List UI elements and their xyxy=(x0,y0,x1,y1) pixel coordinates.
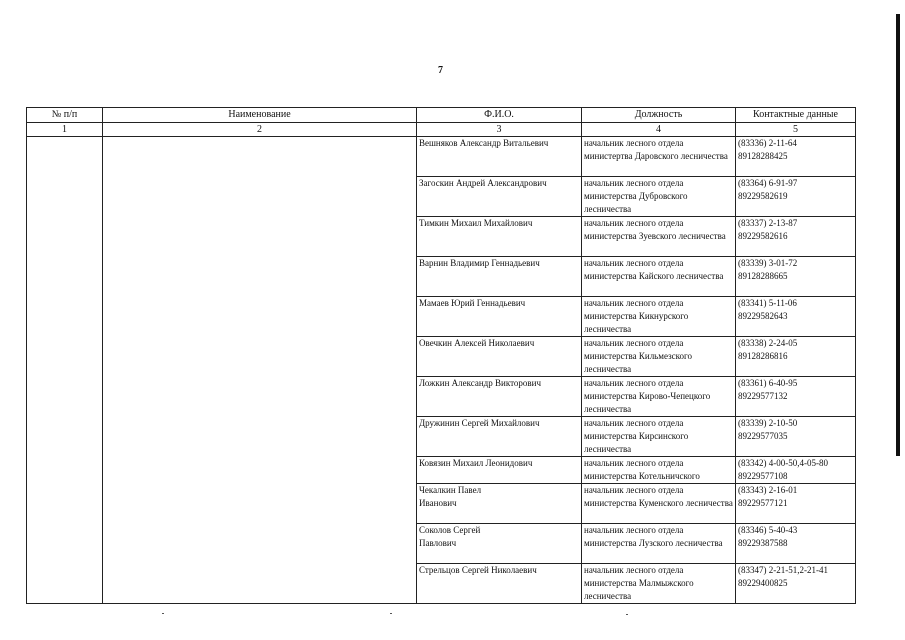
position-cell: начальник лесного отдела министерства Лузского лесничества xyxy=(582,524,736,564)
position-cell: начальник лесного отдела министерства Кикнурского лесничества xyxy=(582,297,736,337)
table-row xyxy=(27,137,856,177)
position-cell: начальник лесного отдела министерства Кильмезского лесничества xyxy=(582,337,736,377)
column-number-5: 5 xyxy=(736,123,856,137)
fio-cell: Ковязин Михаил Леонидович xyxy=(417,457,582,484)
contacts-cell: (83337) 2-13-87 89229582616 xyxy=(736,217,856,257)
header-contacts: Контактные данные xyxy=(736,108,856,123)
fio-cell: Дружинин Сергей Михайлович xyxy=(417,417,582,457)
fio-cell: Ложкин Александр Викторович xyxy=(417,377,582,417)
table-body xyxy=(27,137,856,604)
contacts-cell: (83346) 5-40-43 89229387588 xyxy=(736,524,856,564)
fio-cell: Вешняков Александр Витальевич xyxy=(417,137,582,177)
header-name: Наименование xyxy=(103,108,417,123)
contacts-cell: (83339) 2-10-50 89229577035 xyxy=(736,417,856,457)
column-number-3: 3 xyxy=(417,123,582,137)
scan-speck xyxy=(390,613,392,614)
fio-cell: Овечкин Алексей Николаевич xyxy=(417,337,582,377)
header-position: Должность xyxy=(582,108,736,123)
fio-cell: Стрельцов Сергей Николаевич xyxy=(417,564,582,604)
column-number-2: 2 xyxy=(103,123,417,137)
fio-cell: Мамаев Юрий Геннадьевич xyxy=(417,297,582,337)
page-number: 7 xyxy=(438,65,443,76)
name-cell-empty xyxy=(103,137,417,604)
scan-speck xyxy=(626,614,628,615)
position-cell: начальник лесного отдела министерства Малмыжского лесничества xyxy=(582,564,736,604)
contacts-cell: (83339) 3-01-72 89128288665 xyxy=(736,257,856,297)
table-header-row xyxy=(27,108,856,123)
contacts-cell: (83343) 2-16-01 89229577121 xyxy=(736,484,856,524)
fio-cell: Варнин Владимир Геннадьевич xyxy=(417,257,582,297)
contacts-table xyxy=(26,107,856,604)
table-column-numbers-row xyxy=(27,123,856,137)
column-number-4: 4 xyxy=(582,123,736,137)
header-number: № п/п xyxy=(27,108,103,123)
fio-cell: Чекалкин Павел Иванович xyxy=(417,484,582,524)
contacts-cell: (83361) 6-40-95 89229577132 xyxy=(736,377,856,417)
position-cell: начальник лесного отдела министерства Дубровского лесничества xyxy=(582,177,736,217)
contacts-cell: (83364) 6-91-97 89229582619 xyxy=(736,177,856,217)
position-cell: начальник лесного отдела министерства Котельничского xyxy=(582,457,736,484)
position-cell: начальник лесного отдела министерства Кайского лесничества xyxy=(582,257,736,297)
contacts-cell: (83342) 4-00-50,4-05-80 89229577108 xyxy=(736,457,856,484)
fio-cell: Соколов Сергей Павлович xyxy=(417,524,582,564)
scan-edge-bar xyxy=(896,14,900,456)
position-cell: начальник лесного отдела министертва Даровского лесничества xyxy=(582,137,736,177)
scan-speck xyxy=(162,613,164,614)
position-cell: начальник лесного отдела министерства Кирсинского лесничества xyxy=(582,417,736,457)
contacts-cell: (83338) 2-24-05 89128286816 xyxy=(736,337,856,377)
column-number-1: 1 xyxy=(27,123,103,137)
fio-cell: Загоскин Андрей Александрович xyxy=(417,177,582,217)
contacts-cell: (83347) 2-21-51,2-21-41 89229400825 xyxy=(736,564,856,604)
contacts-cell: (83336) 2-11-64 89128288425 xyxy=(736,137,856,177)
number-cell-empty xyxy=(27,137,103,604)
header-fio: Ф.И.О. xyxy=(417,108,582,123)
contacts-cell: (83341) 5-11-06 89229582643 xyxy=(736,297,856,337)
position-cell: начальник лесного отдела министерства Кирово-Чепецкого лесничества xyxy=(582,377,736,417)
position-cell: начальник лесного отдела министерства Зуевского лесничества xyxy=(582,217,736,257)
position-cell: начальник лесного отдела министерства Куменского лесничества xyxy=(582,484,736,524)
fio-cell: Тимкин Михаил Михайлович xyxy=(417,217,582,257)
